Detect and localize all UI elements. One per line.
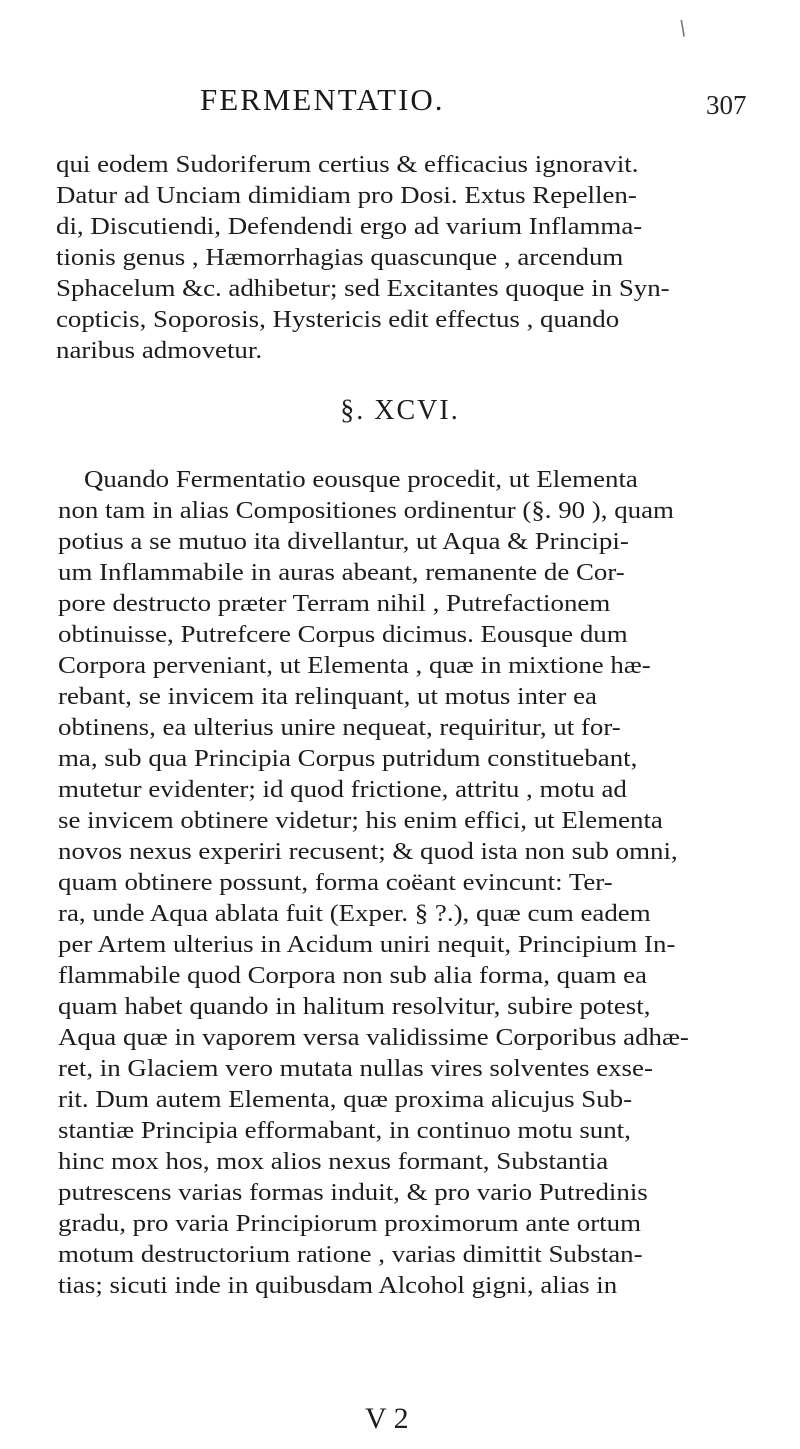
text-line: Corpora perveniant, ut Elementa , quæ in mixtione hæ- bbox=[58, 653, 651, 679]
text-line: pore destructo præter Terram nihil , Putrefactionem bbox=[58, 591, 611, 617]
text-line: mutetur evidenter; id quod frictione, attritu , motu ad bbox=[58, 777, 627, 803]
text-line: putrescens varias formas induit, & pro vario Putredinis bbox=[58, 1180, 648, 1206]
text-line: flammabile quod Corpora non sub alia forma, quam ea bbox=[58, 963, 647, 989]
signature-mark: V 2 bbox=[365, 1402, 409, 1435]
text-line: obtinuisse, Putrefcere Corpus dicimus. Eousque dum bbox=[58, 622, 628, 648]
text-line: um Inflammabile in auras abeant, remanente de Cor- bbox=[58, 560, 625, 586]
text-line: obtinens, ea ulterius unire nequeat, requiritur, ut for- bbox=[58, 715, 621, 741]
text-line: tionis genus , Hæmorrhagias quascunque , arcendum bbox=[56, 245, 624, 271]
text-line: Datur ad Unciam dimidiam pro Dosi. Extus Repellen- bbox=[56, 183, 637, 209]
text-line: naribus admovetur. bbox=[56, 338, 263, 364]
text-line: quam habet quando in halitum resolvitur, subire potest, bbox=[58, 994, 651, 1020]
text-line: di, Discutiendi, Defendendi ergo ad varium Inflamma- bbox=[56, 214, 643, 240]
page-number: 307 bbox=[706, 90, 747, 120]
text-line: Aqua quæ in vaporem versa validissime Corporibus adhæ- bbox=[58, 1025, 689, 1051]
text-line: motum destructorium ratione , varias dimittit Substan- bbox=[58, 1242, 643, 1268]
running-title: FERMENTATIO. bbox=[200, 82, 445, 117]
text-line: non tam in alias Compositiones ordinentur (§. 90 ), quam bbox=[58, 498, 674, 524]
text-line: potius a se mutuo ita divellantur, ut Aqua & Principi- bbox=[58, 529, 629, 555]
text-line: rit. Dum autem Elementa, quæ proxima alicujus Sub- bbox=[58, 1087, 633, 1113]
section-heading: §. XCVI. bbox=[340, 395, 460, 426]
text-line: copticis, Soporosis, Hystericis edit effectus , quando bbox=[56, 307, 620, 333]
stray-mark: / bbox=[674, 15, 691, 42]
text-line: Sphacelum &c. adhibetur; sed Excitantes quoque in Syn- bbox=[56, 276, 670, 302]
text-line: qui eodem Sudoriferum certius & efficacius ignoravit. bbox=[56, 152, 639, 178]
text-line: quam obtinere possunt, forma coëant evincunt: Ter- bbox=[58, 870, 613, 896]
text-line: tias; sicuti inde in quibusdam Alcohol gigni, alias in bbox=[58, 1273, 618, 1299]
text-line: gradu, pro varia Principiorum proximorum ante ortum bbox=[58, 1211, 642, 1237]
text-line: rebant, se invicem ita relinquant, ut motus inter ea bbox=[58, 684, 597, 710]
text-line: ma, sub qua Principia Corpus putridum constituebant, bbox=[58, 746, 638, 772]
text-line: ret, in Glaciem vero mutata nullas vires solventes exse- bbox=[58, 1056, 653, 1082]
text-line: ra, unde Aqua ablata fuit (Exper. § ?.), quæ cum eadem bbox=[58, 901, 651, 927]
text-line: stantiæ Principia efformabant, in continuo motu sunt, bbox=[58, 1118, 631, 1144]
text-line: novos nexus experiri recusent; & quod ista non sub omni, bbox=[58, 839, 678, 865]
text-line: hinc mox hos, mox alios nexus formant, Substantia bbox=[58, 1149, 609, 1175]
text-line: se invicem obtinere videtur; his enim effici, ut Elementa bbox=[58, 808, 663, 834]
text-line: Quando Fermentatio eousque procedit, ut Elementa bbox=[84, 467, 638, 493]
text-line: per Artem ulterius in Acidum uniri nequit, Principium In- bbox=[58, 932, 676, 958]
